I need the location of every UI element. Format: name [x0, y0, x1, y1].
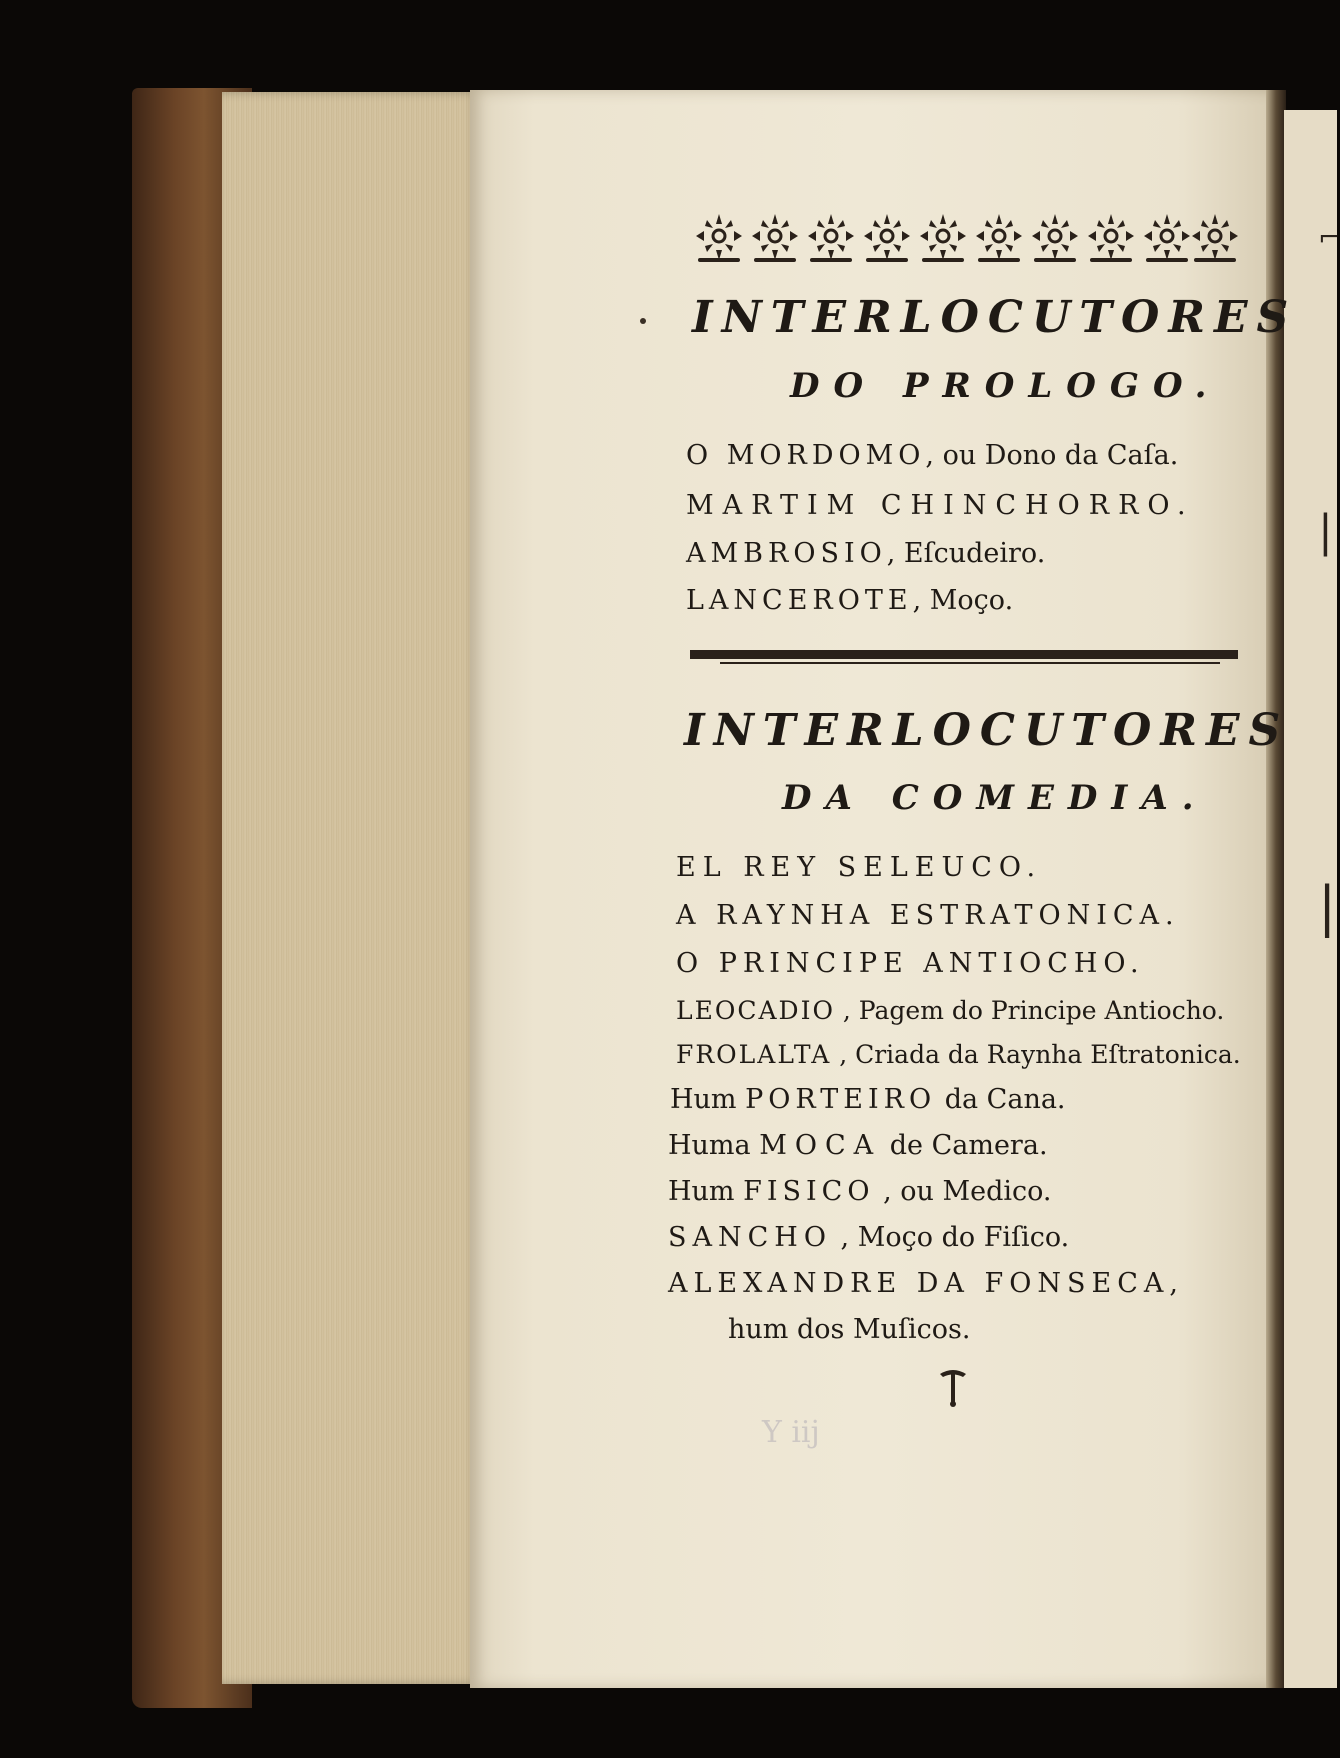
- character-name: PORTEIRO: [745, 1084, 937, 1115]
- list-item: [676, 1040, 1241, 1069]
- prologo-title: INTERLOCUTORES: [692, 292, 1298, 343]
- list-item: [668, 1222, 1069, 1253]
- character-name: O MORDOMO: [686, 440, 926, 471]
- ink-dot: [640, 318, 646, 324]
- comedia-subtitle: DA COMEDIA.: [782, 778, 1208, 818]
- character-prefix: Hum: [670, 1084, 746, 1115]
- list-item: [686, 585, 1013, 616]
- facing-page-fragment: ⌐: [1318, 223, 1340, 253]
- list-item: [676, 996, 1224, 1025]
- character-name: A RAYNHA ESTRATONICA.: [676, 900, 1180, 931]
- list-item: [668, 1130, 1048, 1161]
- prologo-subtitle: DO PROLOGO.: [790, 366, 1221, 406]
- list-item: [668, 1268, 1184, 1299]
- ornamental-rule: [690, 648, 1238, 668]
- character-name: MOCA: [759, 1130, 882, 1161]
- list-item: [686, 440, 1178, 471]
- character-name: O PRINCIPE ANTIOCHO.: [676, 948, 1145, 979]
- list-item-continuation: hum dos Muſicos.: [728, 1314, 971, 1345]
- bleed-through-text: Y iij: [762, 1415, 820, 1450]
- character-desc: , Moço do Fiſico.: [831, 1222, 1070, 1253]
- character-desc: , Moço.: [912, 585, 1014, 616]
- facing-page-fragment: |: [1318, 875, 1337, 938]
- character-prefix: Huma: [668, 1130, 760, 1161]
- list-item: [686, 538, 1045, 569]
- character-desc: da Cana.: [936, 1084, 1066, 1115]
- character-desc: , Criada da Raynha Eſtratonica.: [831, 1040, 1241, 1069]
- character-name: FROLALTA: [676, 1040, 832, 1069]
- character-desc: , ou Dono da Caſa.: [925, 440, 1179, 471]
- list-item: [676, 900, 1180, 931]
- character-name: AMBROSIO: [686, 538, 887, 569]
- character-name: ALEXANDRE DA FONSECA,: [668, 1268, 1184, 1299]
- character-name: FISICO: [743, 1176, 875, 1207]
- list-item: [676, 852, 1042, 883]
- character-desc: , ou Medico.: [874, 1176, 1052, 1207]
- list-item: [670, 1084, 1066, 1115]
- character-prefix: Hum: [668, 1176, 744, 1207]
- fleuron-ornament: [938, 1368, 968, 1408]
- character-name: LEOCADIO: [676, 996, 835, 1025]
- character-name: SANCHO: [668, 1222, 832, 1253]
- list-item: [668, 1176, 1052, 1207]
- character-desc: , Eſcudeiro.: [886, 538, 1046, 569]
- character-desc: de Camera.: [881, 1130, 1048, 1161]
- facing-page-fragment: |: [1318, 506, 1333, 557]
- character-name: MARTIM CHINCHORRO.: [686, 490, 1195, 521]
- list-item: [676, 948, 1145, 979]
- list-item: [686, 490, 1195, 521]
- character-name: EL REY SELEUCO.: [676, 852, 1043, 883]
- comedia-title: INTERLOCUTORES: [684, 705, 1290, 756]
- character-desc: , Pagem do Principe Antiocho.: [834, 996, 1225, 1025]
- ornament-band: [692, 208, 1240, 274]
- character-name: LANCEROTE: [686, 585, 913, 616]
